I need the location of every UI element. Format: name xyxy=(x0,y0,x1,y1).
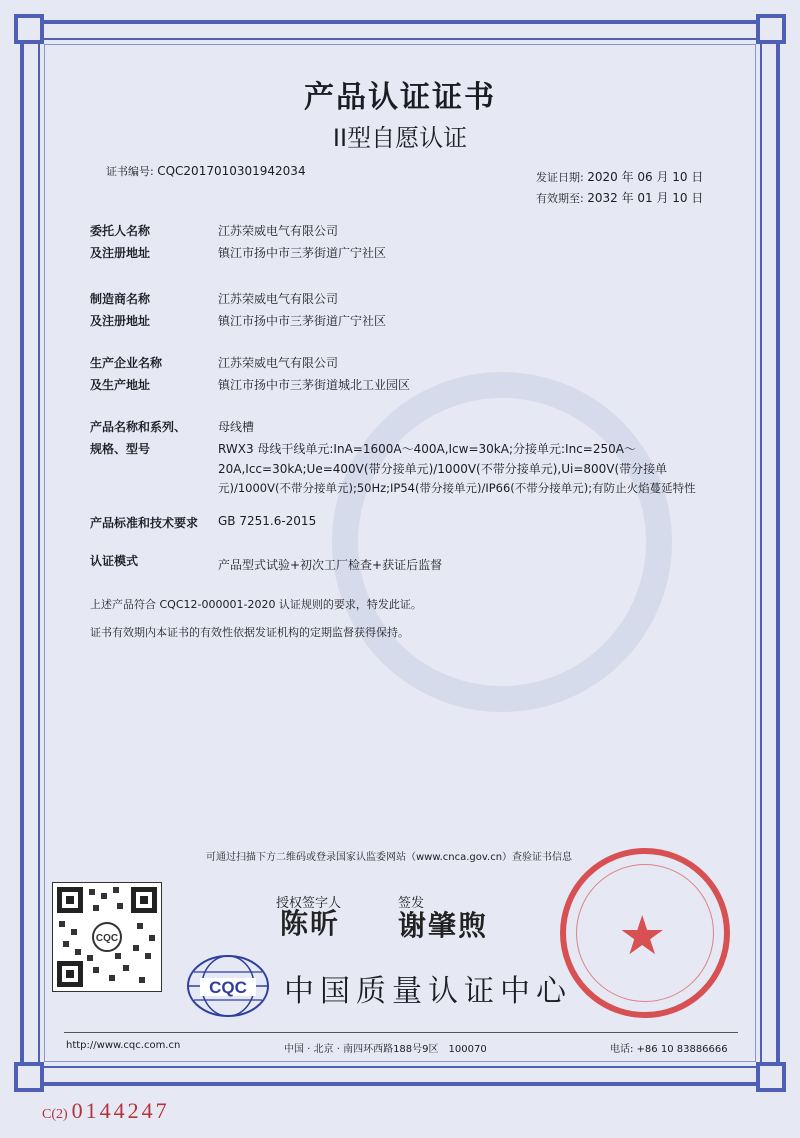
serial-digits: 0144247 xyxy=(71,1098,170,1123)
cqc-logo xyxy=(186,954,270,1018)
serial-prefix: C(2) xyxy=(42,1107,68,1122)
maker-label-name: 制造商名称 xyxy=(90,292,151,306)
cert-number: CQC2017010301942034 xyxy=(157,164,306,178)
address: 中国 · 北京 · 南四环西路188号9区 100070 xyxy=(284,1044,487,1055)
product-spec-line-2: 20A,Icc=30kA;Ue=400V(带分接单元)/1000V(不带分接单元),Ui=800V(带分接单 xyxy=(218,462,668,476)
standard-label: 产品标准和技术要求 xyxy=(90,516,199,530)
issue-date-label: 发证日期: xyxy=(536,171,584,184)
certificate-subtitle: II型自愿认证 xyxy=(332,124,468,152)
mode-value: 产品型式试验+初次工厂检查+获证后监督 xyxy=(218,558,443,572)
watermark-globe xyxy=(332,372,672,712)
svg-text:CQC: CQC xyxy=(95,933,119,944)
valid-date-label: 有效期至: xyxy=(536,192,584,205)
cert-number-label: 证书编号: xyxy=(106,165,154,178)
certificate-title: 产品认证证书 xyxy=(304,80,496,115)
qr-code-icon xyxy=(53,883,161,991)
factory-address: 镇江市扬中市三茅街道城北工业园区 xyxy=(218,378,411,392)
product-spec-line-1: RWX3 母线干线单元:InA=1600A～400A,Icw=30kA;分接单元:Inc=250A～ xyxy=(218,442,636,456)
website: http://www.cqc.com.cn xyxy=(66,1040,181,1051)
statement-line-1: 上述产品符合 CQC12-000001-2020 认证规则的要求，特发此证。 xyxy=(90,598,422,611)
corner-ornament-bottom-right xyxy=(756,1062,786,1092)
corner-ornament-top-right xyxy=(756,14,786,44)
official-seal xyxy=(560,848,730,1018)
maker-address: 镇江市扬中市三茅街道广宁社区 xyxy=(218,314,387,328)
client-address: 镇江市扬中市三茅街道广宁社区 xyxy=(218,246,387,260)
footer-divider xyxy=(64,1032,738,1033)
phone: 电话: +86 10 83886666 xyxy=(610,1044,728,1055)
scan-note: 可通过扫描下方二维码或登录国家认监委网站（www.cnca.gov.cn）查验证书信息 xyxy=(206,852,573,863)
corner-ornament-bottom-left xyxy=(14,1062,44,1092)
issue-date: 2020 年 06 月 10 日 xyxy=(587,170,704,184)
product-name: 母线槽 xyxy=(218,420,255,434)
corner-ornament-top-left xyxy=(14,14,44,44)
authorized-signer-label: 授权签字人 xyxy=(276,896,342,911)
client-label-name: 委托人名称 xyxy=(90,224,151,238)
product-label-name: 产品名称和系列、 xyxy=(90,420,187,434)
statement-line-2: 证书有效期内本证书的有效性依据发证机构的定期监督获得保持。 xyxy=(90,626,409,639)
product-spec-line-3: 元)/1000V(不带分接单元);50Hz;IP54(带分接单元)/IP66(不带分接单元);有防止火焰蔓延特性 xyxy=(218,481,696,495)
client-label-address: 及注册地址 xyxy=(90,246,151,260)
factory-label-name: 生产企业名称 xyxy=(90,356,163,370)
serial-number xyxy=(42,1098,170,1124)
factory-name: 江苏荣威电气有限公司 xyxy=(218,356,339,370)
cqc-logo-text: CQC xyxy=(209,978,247,997)
maker-name: 江苏荣威电气有限公司 xyxy=(218,292,339,306)
issue-date-row xyxy=(536,168,703,185)
organization-name: 中国质量认证中心 xyxy=(284,974,572,1009)
valid-date-row xyxy=(536,189,703,206)
factory-label-address: 及生产地址 xyxy=(90,378,151,392)
mode-label: 认证模式 xyxy=(90,554,139,568)
maker-label-address: 及注册地址 xyxy=(90,314,151,328)
issuer-signature: 谢肇煦 xyxy=(398,909,489,942)
qr-code xyxy=(52,882,162,992)
valid-date: 2032 年 01 月 10 日 xyxy=(587,191,704,205)
issuer-label: 签发 xyxy=(398,896,425,911)
client-name: 江苏荣威电气有限公司 xyxy=(218,224,339,238)
authorized-signature: 陈昕 xyxy=(280,907,341,940)
product-label-model: 规格、型号 xyxy=(90,442,151,456)
star-icon: ★ xyxy=(618,904,667,967)
standard-value: GB 7251.6-2015 xyxy=(218,514,317,528)
cert-number-row xyxy=(106,163,306,179)
